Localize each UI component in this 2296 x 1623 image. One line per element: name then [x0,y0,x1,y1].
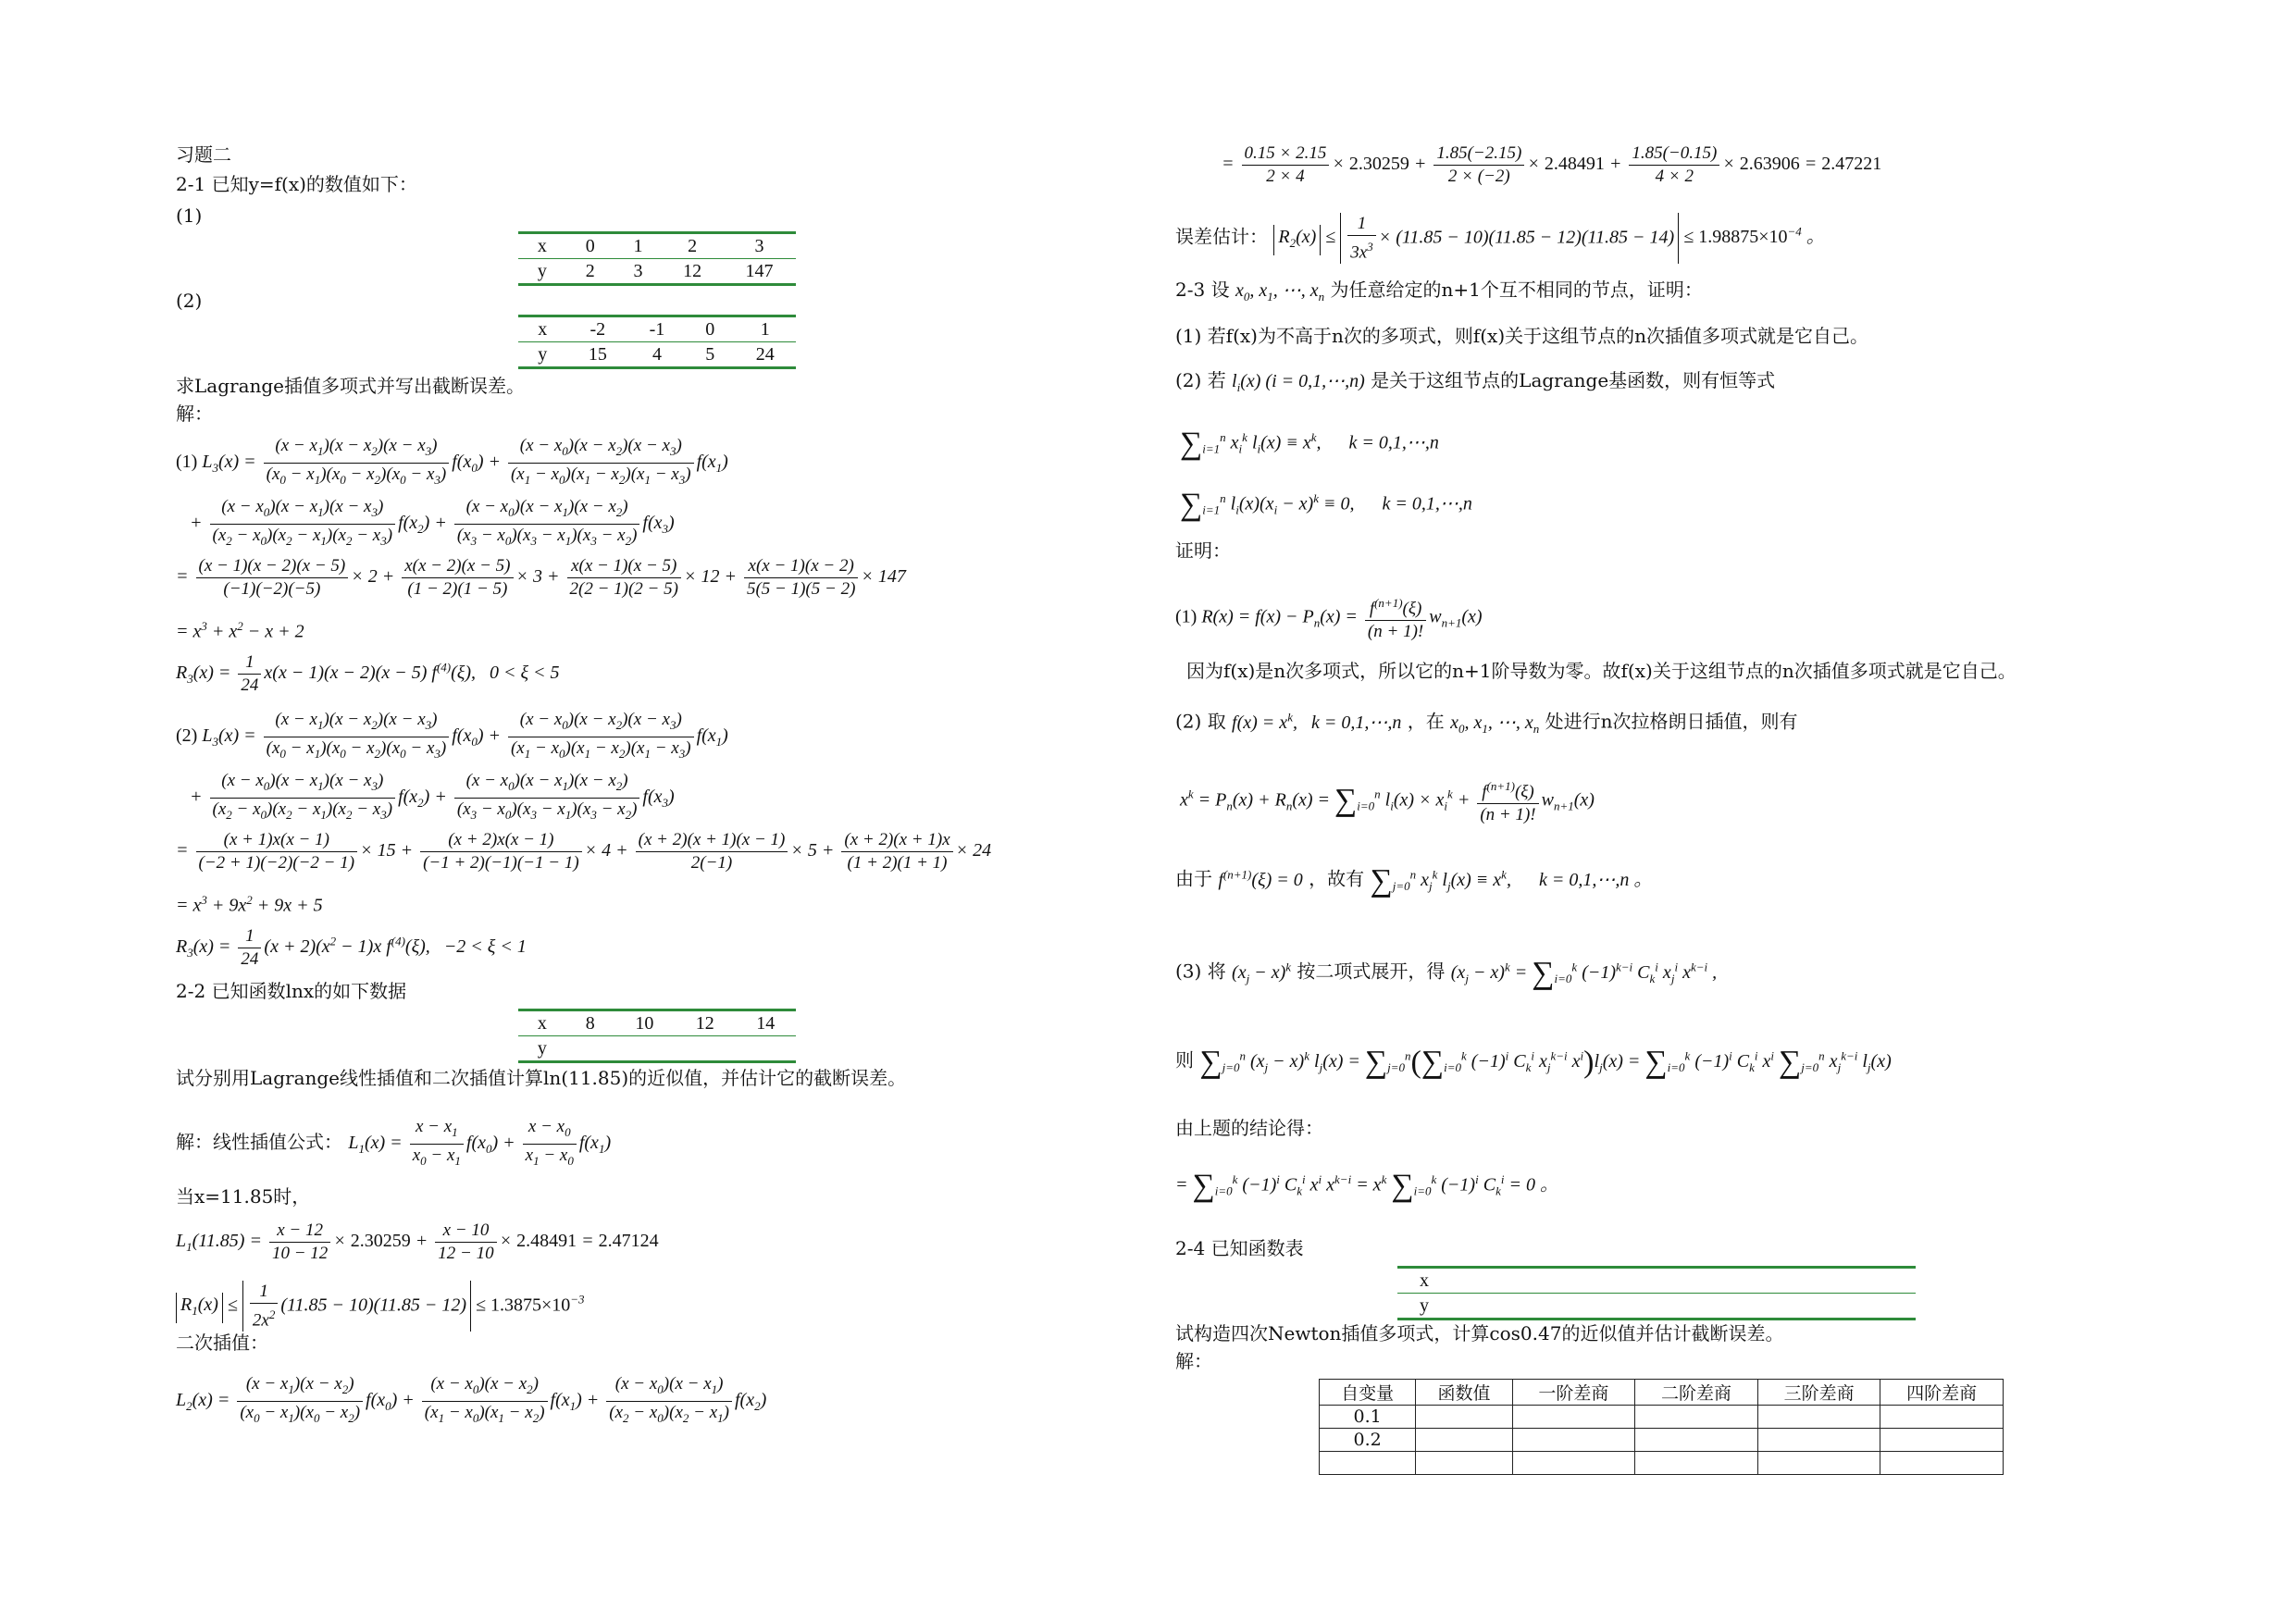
cell [1512,1429,1635,1452]
formula-l3-1a: (1) $L_3(x)$ = $\frac{(x - x_1)(x - x_2)(x - x_3)}{(x_0 - x_1)(x_0 - x_2)(x_0 - x_3)}$ $f(x_0)$ + $\frac{(x - x_0)(x - x_2)(x - x_3)}{(x_1 - x_0)(x_1 - x_2)(x_1 - x_3)}$ $f(x_1)$ [176,436,728,487]
header-cell: 函数值 [1416,1380,1512,1406]
cell: 3 [614,259,663,285]
formula-r3-1: $R_3(x)$ = $\frac{1}{24}$ x(x − 1)(x − 2)(x − 5) $f^{(4)}(\xi)$, 0 < ξ < 5 [176,652,560,695]
identity-2: $\sum_{i=1}^n$ $l_i(x)(x_i - x)^k \equiv 0$, k = 0,1,⋯,n [1180,488,1472,523]
page-title: 习题二 [176,143,231,166]
question-2-1: 求Lagrange插值多项式并写出截断误差。 [176,375,526,397]
error-label: 误差估计： [1175,225,1268,248]
cell [1512,1452,1635,1475]
identity-1: $\sum_{i=1}^n$ $x_i^k$ $l_i(x) \equiv x^k$, k = 0,1,⋯,n [1180,427,1439,462]
part2-post: 是关于这组节点的Lagrange基函数，则有恒等式 [1371,369,1776,391]
cell: -2 [567,316,628,342]
header-cell: 四阶差商 [1880,1380,2004,1406]
l1-result: 2.47124 [598,1231,659,1252]
then-text: 则 $\sum_{j=0}^n$ $(x_j - x)^k$ $l_j(x) = \sum_{j=0}^n(\sum_{i=0}^k$ $(-1)^i$ $C_k^i$ $x_j^{k-i}$ $x^i)l_j(x) = \sum_{i=0}^k$ $(-1)^i$ $C_k^i$ $x^i$ $\sum_{j=0}^n$ $x_j^{k-i}$ $l_j(x)$ [1175,1045,1892,1080]
error-estimate: 误差估计： $R_2(x)$ ≤ $\frac{1}{3x^3}$ × $(11.85 - 10)(11.85 - 12)(11.85 - 14) \le 1.98875\times 10^{-4}$ 。 [1175,214,1825,263]
cell: 147 [723,259,796,285]
then-label: 则 [1175,1048,1194,1072]
cell: 0.1 [1320,1406,1416,1429]
cell: 12 [675,1010,735,1036]
expand-text: (3) 将 $(x_j - x)^k$ 按二项式展开，得 $(x_j - x)^k = \sum_{i=0}^k$ $(-1)^{k-i}$ $C_k^i$ $x_j^i$ $x^{k-i}$ , [1175,956,1718,991]
formula-l3-2b: + $\frac{(x - x_0)(x - x_1)(x - x_3)}{(x_2 - x_0)(x_2 - x_1)(x_2 - x_3)}$ $f(x_2)$ + $\frac{(x - x_0)(x - x_1)(x - x_2)}{(x_3 - x_0)(x_3 - x_1)(x_3 - x_2)}$ $f(x_3)$ [190,771,675,822]
formula-l3-1b: + $\frac{(x - x_0)(x - x_1)(x - x_3)}{(x_2 - x_0)(x_2 - x_1)(x_2 - x_3)}$ $f(x_2)$ + $\frac{(x - x_0)(x - x_1)(x - x_2)}{(x_3 - x_0)(x_3 - x_1)(x_3 - x_2)}$ $f(x_3)$ [190,497,675,548]
cell: 24 [735,342,796,368]
formula-l3-2a: (2) $L_3(x)$ = $\frac{(x - x_1)(x - x_2)(x - x_3)}{(x_0 - x_1)(x_0 - x_2)(x_0 - x_3)}$ $f(x_0)$ + $\frac{(x - x_0)(x - x_2)(x - x_3)}{(x_1 - x_0)(x_1 - x_2)(x_1 - x_3)}$ $f(x_1)$ [176,710,728,761]
header-cell: 二阶差商 [1635,1380,1758,1406]
cell: 3 [723,233,796,259]
r1-bound-exp: −3 [570,1292,585,1307]
problem-2-3: 2-3 设 $x_0$, $x_1$, ⋯, $x_n$ 为任意给定的n+1个互不相同的节点，证明： [1175,279,1703,304]
formula-l3-2c: = $\frac{(x + 1)x(x - 1)}{(-2 + 1)(-2)(-2 - 1)}$ × 15 + $\frac{(x + 2)x(x - 1)}{(-1 + 2)(-1)(-1 - 1)}$ × 4 + $\frac{(x + 2)(x + 1)(x - 1)}{2(-1)}$ × 5 + $\frac{(x + 2)(x + 1)x}{(1 + 2)(1 + 1)}$ × 24 [176,830,992,873]
expand-mid: 按二项式展开，得 [1297,960,1446,983]
cell: 5 [686,342,735,368]
cell [1880,1452,2004,1475]
cell: y [1397,1294,1916,1319]
linear-intro: 解：线性插值公式： [176,1130,342,1153]
cell: 1 [614,233,663,259]
cell: x [1397,1268,1916,1294]
l1-value: $L_1(11.85)$ = $\frac{x - 12}{10 - 12}$ × 2.30259 + $\frac{x - 10}{12 - 10}$ × 2.48491 = 2.47124 [176,1220,659,1263]
cell [736,1036,796,1062]
from-prev: 由上题的结论得： [1175,1117,1323,1139]
formula-l3-1c: = $\frac{(x - 1)(x - 2)(x - 5)}{(-1)(-2)(-5)}$ × 2 + $\frac{x(x - 2)(x - 5)}{(1 - 2)(1 - 5)}$ × 3 + $\frac{x(x - 1)(x - 5)}{2(2 - 1)(2 - 5)}$ × 12 + $\frac{x(x - 1)(x - 2)}{5(5 - 1)(5 - 2)}$ × 147 [176,556,906,599]
header-cell: 一阶差商 [1512,1380,1635,1406]
cell [614,1036,675,1062]
ln10-value: 2.30259 [350,1231,411,1252]
cell [1757,1406,1880,1429]
problem-2-2: 2-2 已知函数lnx的如下数据 [176,980,407,1002]
sub-label-1: (1) [176,204,203,227]
cell: 0 [686,316,735,342]
take-pre: (2) 取 [1175,710,1226,733]
cell [1880,1406,2004,1429]
cell: 14 [736,1010,796,1036]
because-text: 因为f(x)是n次多项式，所以它的n+1阶导数为零。故f(x)关于这组节点的n次插值多项式就是它自己。 [1186,660,2017,682]
part2-pre: (2) 若 [1175,369,1226,391]
cell [1416,1406,1512,1429]
proof-label: 证明： [1175,539,1231,562]
r1-bound-value: 1.3875×10 [490,1295,571,1316]
take-post: 处进行n次拉格朗日插值，则有 [1545,710,1798,733]
cell: 4 [628,342,686,368]
cell [1635,1406,1758,1429]
problem-2-4: 2-4 已知函数表 [1175,1237,1304,1259]
error-bound: 1.98875×10 [1698,227,1788,248]
expand-pre: (3) 将 [1175,960,1226,983]
problem-2-3-part2: (2) 若 $l_i(x) (i$ = 0,1,⋯,n) 是关于这组节点的Lagrange基函数，则有恒等式 [1175,369,1776,394]
cell [1757,1429,1880,1452]
difference-table [1319,1379,2004,1475]
cell: 15 [567,342,628,368]
header-cell: 三阶差商 [1757,1380,1880,1406]
cell [1416,1452,1512,1475]
cell: 2 [662,233,722,259]
cell: -1 [628,316,686,342]
cell: 10 [614,1010,675,1036]
problem-2-3-part1: (1) 若f(x)为不高于n次的多项式，则f(x)关于这组节点的n次插值多项式就是它自己。 [1175,325,1869,347]
since-text: 由于 $f^{(n+1)}(\xi) = 0$ ，故有 $\sum_{j=0}^n$ $x_j^k$ $l_j(x) \equiv x^k$, k = 0,1,⋯,n 。 [1175,863,1653,898]
cell: 8 [566,1010,614,1036]
quad-title: 二次插值： [176,1332,268,1354]
formula-r3-2: $R_3(x)$ = $\frac{1}{24}$ $(x + 2)(x^2 - 1)x$ $f^{(4)}(\xi)$, −2 < ξ < 1 [176,926,527,969]
remainder-formula: (1) $R(x) = f(x) - P_n(x)$ = $\frac{f^{(n+1)}(\xi)}{(n + 1)!}$ $w_{n+1}(x)$ [1175,592,1483,643]
cell: 1 [735,316,796,342]
ln10-value: 2.30259 [1348,154,1409,175]
take-text: (2) 取 $f(x) = x^k$, k = 0,1,⋯,n ，在 $x_0$, $x_1$, ⋯, $x_n$ 处进行n次拉格朗日插值，则有 [1175,710,1798,736]
r1-bound: $R_1(x)$ ≤ $\frac{1}{2x^2}$ $(11.85 - 10)(11.85 - 12) \le 1.3875\times 10^{-3}$ [176,1281,585,1332]
cell: x [518,316,567,342]
question-2-2: 试分别用Lagrange线性插值和二次插值计算ln(11.85)的近似值，并估计它的截断误差。 [176,1067,907,1089]
cell [675,1036,735,1062]
range-condition: −2 < ξ < 1 [443,936,527,958]
cell [1757,1452,1880,1475]
cell [566,1036,614,1062]
sub-label: (2) [176,725,198,746]
question-2-4: 试构造四次Newton插值多项式，计算cos0.47的近似值并估计截断误差。 [1175,1322,1784,1344]
formula-l3-1d: = $x^3 + x^2 - x + 2$ [176,619,304,642]
error-bound-exp: −4 [1787,224,1802,239]
interp-formula: $x^k = P_n(x) + R_n(x) = \sum_{i=0}^n$ $l_i(x) \times x_i^k$ + $\frac{f^{(n+1)}(\xi)}{(n + 1)!}$ $w_{n+1}(x)$ [1180,775,1595,826]
cell [1512,1406,1635,1429]
table-2-1-a [518,231,796,286]
formula-l3-2d: = $x^3 + 9x^2 + 9x + 5$ [176,893,323,916]
solution-label: 解： [176,403,213,425]
cell [1635,1429,1758,1452]
table-2-2 [518,1009,796,1063]
when-text: 当x=11.85时， [176,1185,311,1208]
l2-value: = $\frac{0.15 \times 2.15}{2 \times 4}$ × 2.30259 + $\frac{1.85(-2.15)}{2 \times (-2)}$ × 2.48491 + $\frac{1.85(-0.15)}{4 \times 2}$ × 2.63906 = 2.47221 [1222,143,1882,186]
linear-formula: 解：线性插值公式： $L_1(x)$ = $\frac{x - x_1}{x_0 - x_1}$ $f(x_0)$ + $\frac{x - x_0}{x_1 - x_0}$ $f(x_1)$ [176,1117,612,1168]
problem-2-3-pre: 2-3 设 [1175,279,1230,301]
cell: x [518,1010,566,1036]
cell [1416,1429,1512,1452]
l2-result: 2.47221 [1821,154,1882,175]
cell: y [518,259,566,285]
cell: 0 [566,233,614,259]
cell: 2 [566,259,614,285]
range-condition: 0 < ξ < 5 [490,663,560,684]
cell: y [518,1036,566,1062]
problem-2-3-text: 为任意给定的n+1个互不相同的节点，证明： [1330,279,1703,301]
sub-label: (1) [176,451,198,472]
take-mid: ，在 [1407,710,1445,733]
problem-2-1: 2-1 已知y=f(x)的数值如下： [176,173,417,195]
cell: x [518,233,566,259]
cell [1880,1429,2004,1452]
ln12-value: 2.48491 [516,1231,577,1252]
table-2-1-b [518,315,796,369]
l2-formula: $L_2(x)$ = $\frac{(x - x_1)(x - x_2)}{(x_0 - x_1)(x_0 - x_2)}$ $f(x_0)$ + $\frac{(x - x_0)(x - x_2)}{(x_1 - x_0)(x_1 - x_2)}$ $f(x_1)$ + $\frac{(x - x_0)(x - x_1)}{(x_2 - x_0)(x_2 - x_1)}$ $f(x_2)$ [176,1374,767,1425]
sub-label-2: (2) [176,290,203,312]
since-mid: ，故有 [1309,867,1365,890]
solution-label-2: 解： [1175,1350,1212,1372]
since-pre: 由于 [1175,867,1212,890]
final-result: = $\sum_{i=0}^k$ $(-1)^i$ $C_k^i$ $x^i$ $x^{k-i} = x^k$ $\sum_{i=0}^k$ $(-1)^i$ $C_k^i = 0$ 。 [1175,1169,1558,1204]
cell [1320,1452,1416,1475]
cell: 12 [662,259,722,285]
ln14-value: 2.63906 [1739,154,1800,175]
cell: 0.2 [1320,1429,1416,1452]
header-cell: 自变量 [1320,1380,1416,1406]
cell [1635,1452,1758,1475]
ln12-value: 2.48491 [1544,154,1605,175]
cell: y [518,342,567,368]
table-2-4 [1397,1266,1916,1320]
